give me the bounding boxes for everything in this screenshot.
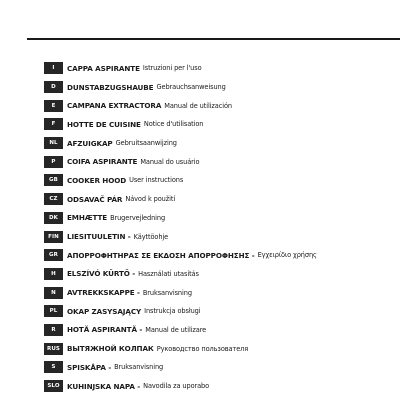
list-item	[44, 59, 317, 78]
product-name: ВЫТЯЖНОЙ КОЛПАК	[67, 344, 154, 354]
product-name: AVTREKKSKAPPE -	[67, 288, 140, 298]
language-code-badge: F	[44, 118, 63, 130]
language-code-badge: DK	[44, 212, 63, 224]
list-item	[44, 246, 317, 265]
manual-title: Használati utasítás	[138, 269, 199, 278]
product-name: LIESITUULETIN -	[67, 232, 131, 242]
list-item	[44, 78, 317, 97]
manual-title: Istruzioni per l'uso	[142, 64, 202, 73]
product-name: OKAP ZASYSAJĄCY	[67, 306, 142, 316]
list-item	[44, 321, 317, 340]
list-item	[44, 377, 317, 396]
language-code-badge: GB	[44, 174, 63, 186]
manual-title: Käyttöohje	[133, 232, 169, 241]
manual-title: Bruksanvisning	[142, 288, 192, 297]
language-code-badge: SLO	[44, 380, 63, 392]
product-name: HOTTE DE CUISINE	[67, 119, 141, 129]
product-name: COIFA ASPIRANTE	[67, 157, 138, 167]
product-name: ODSAVAČ PÁR	[67, 194, 123, 204]
manual-title: Brugervejledning	[110, 213, 166, 222]
manual-title: Navodila za uporabo	[143, 382, 210, 391]
language-code-badge: N	[44, 287, 63, 299]
list-item	[44, 283, 317, 302]
product-name: EMHÆTTE	[67, 213, 108, 223]
language-code-badge: S	[44, 361, 63, 373]
language-code-badge: I	[44, 62, 63, 74]
list-item	[44, 302, 317, 321]
language-code-badge: CZ	[44, 193, 63, 205]
list-item	[44, 171, 317, 190]
manual-title: Bruksanvisning	[114, 363, 164, 372]
language-code-badge: GR	[44, 249, 63, 261]
product-name: KUHINJSKA NAPA -	[67, 381, 141, 391]
manual-title: Návod k použití	[125, 195, 176, 204]
top-rule	[27, 38, 400, 40]
list-item	[44, 96, 317, 115]
list-item	[44, 358, 317, 377]
product-name: ΑΠΟΡΡΟΦΗΤΗΡΑΣ ΣΕ ΕΚΔΟΣΗ ΑΠΟΡΡΟΦΗΣΗΣ -	[67, 250, 255, 260]
product-name: CAMPANA EXTRACTORA	[67, 101, 162, 111]
product-name: SPISKÅPA -	[67, 362, 112, 372]
language-code-badge: E	[44, 100, 63, 112]
language-list	[44, 59, 317, 395]
manual-title: Instrukcja obsługi	[144, 307, 201, 316]
list-item	[44, 209, 317, 228]
list-item	[44, 190, 317, 209]
product-name: ELSZÍVÓ KÜRTŐ -	[67, 269, 136, 279]
list-item	[44, 134, 317, 153]
list-item	[44, 265, 317, 284]
language-code-badge: R	[44, 324, 63, 336]
list-item	[44, 227, 317, 246]
product-name: AFZUIGKAP	[67, 138, 113, 148]
language-code-badge: PL	[44, 305, 63, 317]
manual-title: Gebruitsaanwijzing	[115, 139, 177, 148]
language-code-badge: RUS	[44, 343, 63, 355]
product-name: HOTĂ ASPIRANTĂ -	[67, 325, 143, 335]
language-code-badge: D	[44, 81, 63, 93]
product-name: CAPPA ASPIRANTE	[67, 63, 140, 73]
list-item	[44, 115, 317, 134]
language-code-badge: FIN	[44, 231, 63, 243]
manual-title: Notice d'utilisation	[143, 120, 204, 129]
manual-title: Εγχειρίδιο χρήσης	[257, 251, 317, 260]
product-name: DUNSTABZUGSHAUBE	[67, 82, 154, 92]
manual-title: Gebrauchsanweisung	[156, 83, 226, 92]
list-item	[44, 152, 317, 171]
product-name: COOKER HOOD	[67, 175, 127, 185]
language-code-badge: P	[44, 156, 63, 168]
manual-title: Manual do usuário	[140, 157, 200, 166]
list-item	[44, 339, 317, 358]
language-code-badge: H	[44, 268, 63, 280]
manual-title: Руководство пользователя	[156, 344, 249, 353]
manual-title: Manual de utilización	[164, 101, 233, 110]
manual-title: User instructions	[129, 176, 184, 185]
manual-title: Manual de utilizare	[145, 325, 207, 334]
language-code-badge: NL	[44, 137, 63, 149]
